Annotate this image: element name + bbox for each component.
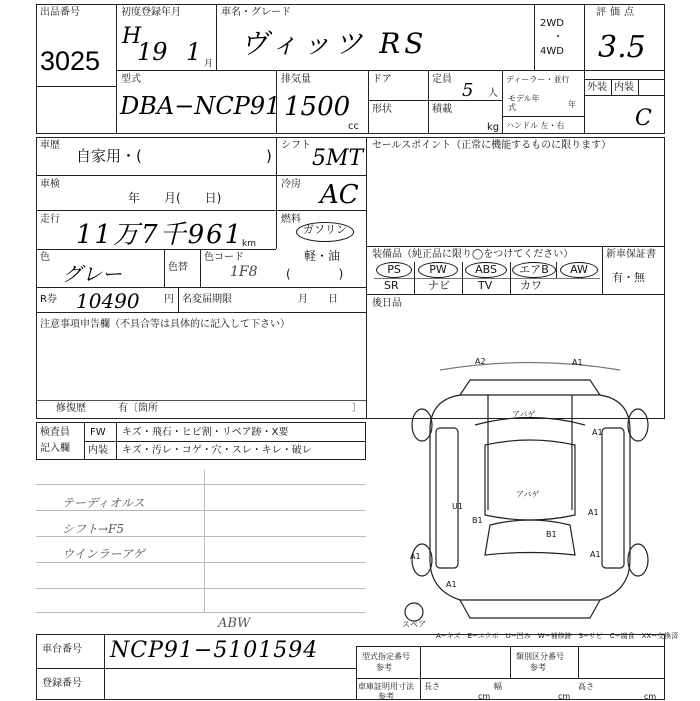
drive-2wd: 2WD — [540, 18, 564, 29]
history-close: ) — [266, 147, 272, 165]
chassis-value: NCP91−5101594 — [110, 638, 319, 663]
lot-number: 3025 — [40, 46, 101, 76]
diagram-mark-abage-roof: アバゲ — [516, 490, 540, 499]
diagram-mark-a1-rear: A1 — [446, 580, 457, 589]
shape-label: 形状 — [372, 104, 392, 115]
registration-label: 登録番号 — [42, 678, 82, 689]
notes-label: 注意事項申告欄（不具合等は具体的に記入して下さい） — [40, 319, 290, 330]
diagram-mark-a1-rside: A1 — [588, 508, 599, 517]
handwritten-note-1: テーディオルス — [62, 496, 145, 510]
capacity-label: 定員 — [432, 74, 452, 85]
equip-airbag: エアB — [512, 262, 556, 278]
equip-abs: ABS — [465, 262, 507, 278]
handle-label: ハンドル 左・右 — [506, 121, 565, 130]
color-change-label: 色替 — [168, 262, 188, 273]
model-year-unit: 年 — [568, 100, 576, 109]
drive-dot: ・ — [553, 32, 563, 43]
cert-length: 長さ — [424, 682, 440, 691]
recycle-deadline-date: 月 日 — [298, 294, 338, 305]
mileage-unit: km — [242, 239, 256, 249]
cert-height: 高さ — [578, 682, 594, 691]
damage-legend: A−キズ E−エクボ U−凹み W−補修跡 S−サビ C−腐食 XX−交換済 — [436, 632, 679, 640]
first-reg-month: 1 — [186, 38, 202, 66]
recycle-label: R券 — [40, 294, 57, 305]
color-label: 色 — [40, 252, 50, 263]
aircon-label: 冷房 — [281, 179, 301, 190]
mileage-label: 走行 — [40, 214, 60, 225]
drive-4wd: 4WD — [540, 46, 564, 57]
score-label: 評価点 — [596, 7, 638, 18]
exterior-label: 外装 — [587, 82, 607, 93]
spare-label: スペア — [402, 620, 426, 629]
mileage-value: 11万7千961 — [76, 220, 244, 250]
shift-label: シフト — [281, 140, 311, 151]
fuel-diesel: 軽・油 — [304, 249, 341, 263]
model-code-label: 型式 — [121, 74, 141, 85]
color-code-value: 1F8 — [230, 264, 258, 280]
dealer-label: ディーラー・並行 — [506, 75, 570, 84]
inspector-interior-label: 内装 — [88, 445, 108, 456]
equip-tv: TV — [478, 279, 493, 292]
inspector-fw-items: キズ・飛石・ヒビ割・リペア跡・X要 — [122, 427, 289, 438]
equip-navi: ナビ — [428, 279, 450, 292]
chassis-label: 車台番号 — [42, 644, 82, 655]
later-install-label: 後日品 — [372, 298, 402, 309]
equip-pw: PW — [418, 262, 458, 278]
cert-sub: 参考 — [378, 692, 394, 701]
model-grade-value: ヴィッツ RS — [240, 27, 428, 60]
cert-width-unit: cm — [558, 692, 571, 701]
first-reg-era: H — [122, 24, 142, 49]
inspector-label-2: 記入欄 — [40, 443, 70, 454]
lot-label: 出品番号 — [40, 7, 80, 18]
type-no-label: 型式指定番号 — [362, 652, 410, 661]
door-label: ドア — [372, 74, 392, 85]
load-unit: kg — [487, 122, 500, 133]
first-reg-year: 19 — [137, 38, 168, 66]
repair-history-close: 〕 — [352, 403, 362, 414]
diagram-mark-a1-right: A1 — [592, 428, 603, 437]
inspection-label: 車検 — [40, 179, 60, 190]
load-label: 積載 — [432, 104, 452, 115]
history-label: 車歴 — [40, 140, 60, 151]
warranty-label: 新車保証書 — [606, 249, 656, 260]
score-value: 3.5 — [598, 30, 646, 65]
repair-history-value: 有〔箇所 — [118, 403, 158, 414]
recycle-value: 10490 — [76, 289, 140, 313]
diagram-mark-a1-left: A1 — [410, 552, 421, 561]
class-no-label: 類別区分番号 — [516, 652, 564, 661]
model-year-label: モデル年式 — [508, 94, 540, 112]
cert-label: 車庫証明用寸法 — [358, 682, 414, 691]
diagram-mark-a2: A2 — [475, 357, 486, 366]
capacity-value: 5 — [462, 80, 474, 101]
interior-label: 内装 — [614, 82, 634, 93]
diagram-mark-u1: U1 — [452, 502, 463, 511]
equip-aw: AW — [560, 262, 598, 278]
displacement-label: 排気量 — [281, 74, 311, 85]
warranty-options: 有・無 — [612, 271, 645, 284]
handwritten-note-2: シフト→F5 — [62, 522, 125, 536]
history-value: 自家用・( — [76, 147, 142, 165]
diagram-mark-a1-lower: A1 — [590, 550, 601, 559]
fuel-gasoline: ガソリン — [303, 223, 347, 236]
sales-points-label: セールスポイント（正常に機能するものに限ります） — [372, 140, 612, 151]
handwritten-note-3: ウインラーアゲ — [62, 547, 145, 561]
equipment-label: 装備品（純正品に限り◯をつけてください） — [372, 249, 574, 260]
cert-height-unit: cm — [644, 692, 657, 701]
diagram-mark-abage-hood: アバゲ — [512, 410, 536, 419]
interior-score: C — [635, 106, 652, 131]
recycle-deadline-label: 名変届期限 — [182, 294, 232, 305]
shift-value: 5MT — [312, 146, 364, 171]
first-reg-month-unit: 月 — [204, 59, 214, 69]
bottom-scribble: ABW — [218, 616, 251, 631]
diagram-mark-b1-right: B1 — [546, 530, 557, 539]
model-grade-label: 車名・グレード — [221, 7, 291, 18]
cert-width: 幅 — [494, 682, 502, 691]
diagram-mark-a1-top: A1 — [572, 358, 583, 367]
type-no-sub: 参考 — [376, 663, 392, 672]
class-no-sub: 参考 — [530, 663, 546, 672]
equip-sr: SR — [384, 279, 399, 292]
equip-ps: PS — [376, 262, 412, 278]
color-value: グレー — [62, 262, 122, 286]
fuel-label: 燃料 — [281, 214, 301, 225]
inspector-label-1: 検査員 — [40, 427, 70, 438]
cert-length-unit: cm — [478, 692, 491, 701]
color-code-label: 色コード — [204, 252, 244, 263]
inspection-text: 年 月( 日) — [128, 191, 222, 205]
inspector-fw-label: FW — [90, 427, 106, 438]
displacement-value: 1500 — [284, 92, 351, 122]
diagram-mark-b1-left: B1 — [472, 516, 483, 525]
recycle-unit: 円 — [164, 294, 174, 305]
first-reg-label: 初度登録年月 — [121, 7, 181, 18]
inspector-interior-items: キズ・汚レ・コゲ・穴・スレ・キレ・破レ — [122, 445, 312, 456]
capacity-unit: 人 — [488, 88, 498, 99]
displacement-unit: cc — [348, 121, 359, 132]
repair-history-label: 修復歴 — [56, 403, 86, 414]
equip-leather: カワ — [520, 279, 542, 292]
aircon-value: AC — [320, 180, 359, 210]
fuel-gasoline-circle — [296, 222, 354, 242]
model-code-value: DBA−NCP91 — [120, 92, 281, 120]
fuel-other: ( ) — [286, 267, 344, 281]
